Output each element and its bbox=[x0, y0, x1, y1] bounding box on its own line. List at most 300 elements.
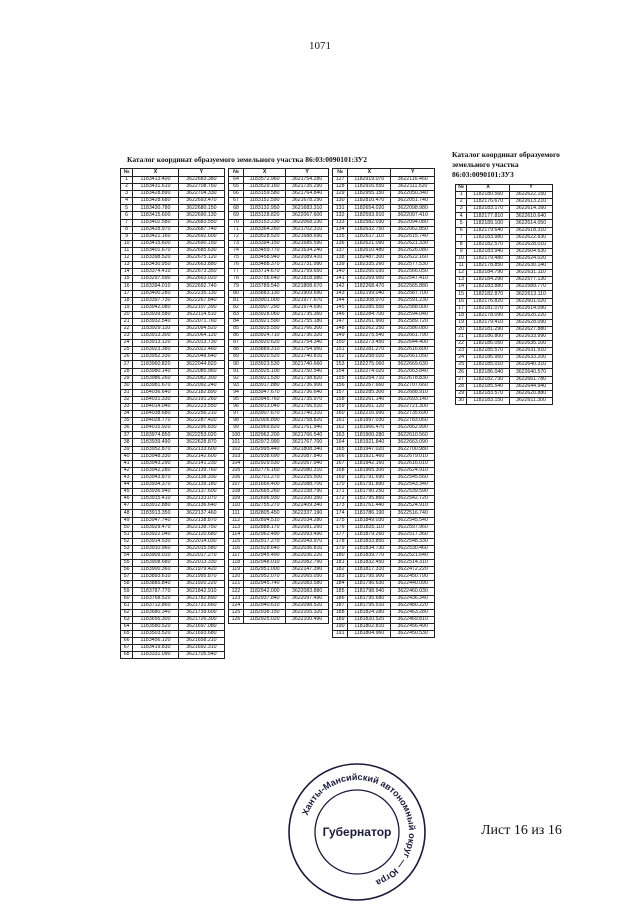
y-coordinate: 3622707.660 bbox=[391, 382, 435, 389]
y-coordinate: 3622601.020 bbox=[509, 298, 552, 305]
y-coordinate: 3621738.820 bbox=[286, 375, 329, 382]
header-num: № bbox=[121, 169, 133, 177]
y-coordinate: 3622565.880 bbox=[391, 283, 435, 290]
table-row bbox=[121, 439, 225, 446]
point-number: 165 bbox=[333, 446, 348, 453]
y-coordinate: 3622463.280 bbox=[391, 609, 435, 616]
point-number: 166 bbox=[333, 453, 348, 460]
x-coordinate: 1183920.620 bbox=[243, 340, 285, 347]
y-coordinate: 3622116.460 bbox=[391, 177, 435, 184]
y-coordinate: 3622044.820 bbox=[178, 361, 224, 368]
y-coordinate: 3622337.190 bbox=[286, 510, 329, 517]
table-row bbox=[333, 354, 435, 361]
point-number: 75 bbox=[229, 255, 244, 262]
point-number: 149 bbox=[333, 333, 348, 340]
x-coordinate: 1182178.850 bbox=[467, 263, 510, 270]
point-number: 128 bbox=[333, 184, 348, 191]
point-number: 164 bbox=[333, 439, 348, 446]
point-number: 24 bbox=[456, 355, 467, 362]
y-coordinate: 3622547.410 bbox=[391, 276, 435, 283]
y-coordinate: 3622610.640 bbox=[509, 213, 552, 220]
y-coordinate: 3622628.870 bbox=[178, 439, 224, 446]
point-number: 1 bbox=[121, 177, 133, 184]
x-coordinate: 1181666.400 bbox=[243, 482, 285, 489]
y-coordinate: 3622644.400 bbox=[391, 340, 435, 347]
y-coordinate: 3622111.520 bbox=[391, 184, 435, 191]
y-coordinate: 3621735.290 bbox=[286, 184, 329, 191]
y-coordinate: 3622450.530 bbox=[391, 631, 435, 638]
point-number: 23 bbox=[456, 348, 467, 355]
x-coordinate: 1183912.880 bbox=[133, 503, 179, 510]
point-number: 68 bbox=[229, 205, 244, 212]
x-coordinate: 1182177.810 bbox=[467, 213, 510, 220]
y-coordinate: 3622530.460 bbox=[391, 545, 435, 552]
x-coordinate: 1182610.480 bbox=[348, 247, 391, 254]
y-coordinate: 3622539.590 bbox=[391, 489, 435, 496]
x-coordinate: 1182755.270 bbox=[243, 503, 285, 510]
point-number: 55 bbox=[121, 560, 133, 567]
x-coordinate: 1183374.410 bbox=[133, 269, 179, 276]
x-coordinate: 1183925.100 bbox=[243, 368, 285, 375]
x-coordinate: 1183419.830 bbox=[133, 645, 179, 652]
x-coordinate: 1182925.020 bbox=[243, 616, 285, 623]
x-coordinate: 1181849.030 bbox=[348, 517, 391, 524]
x-coordinate: 1182582.030 bbox=[348, 219, 391, 226]
y-coordinate: 3622460.030 bbox=[391, 588, 435, 595]
point-number: 70 bbox=[229, 219, 244, 226]
x-coordinate: 1182199.040 bbox=[348, 290, 391, 297]
y-coordinate: 3622685.630 bbox=[178, 247, 224, 254]
table-row bbox=[333, 283, 435, 290]
point-number: 106 bbox=[229, 474, 244, 481]
y-coordinate: 3622137.460 bbox=[178, 510, 224, 517]
header-x: X bbox=[243, 169, 285, 177]
point-number: 95 bbox=[229, 396, 244, 403]
point-number: 51 bbox=[121, 531, 133, 538]
x-coordinate: 1181966.470 bbox=[348, 425, 391, 432]
point-number: 22 bbox=[121, 325, 133, 332]
y-coordinate: 3622080.310 bbox=[286, 467, 329, 474]
x-coordinate: 1182179.410 bbox=[467, 319, 510, 326]
point-number: 151 bbox=[333, 347, 348, 354]
table-row bbox=[229, 510, 329, 517]
table-row bbox=[229, 205, 329, 212]
x-coordinate: 1183924.710 bbox=[243, 333, 285, 340]
header-y: Y bbox=[178, 169, 224, 177]
x-coordinate: 1183917.880 bbox=[243, 382, 285, 389]
x-coordinate: 1183430.950 bbox=[133, 262, 179, 269]
x-coordinate: 1183913.350 bbox=[133, 510, 179, 517]
y-coordinate: 3621693.680 bbox=[178, 631, 224, 638]
x-coordinate: 1183907.670 bbox=[243, 411, 285, 418]
coordinates-table-3 bbox=[332, 168, 435, 638]
point-number: 87 bbox=[229, 340, 244, 347]
x-coordinate: 1184015.920 bbox=[133, 425, 179, 432]
table-row bbox=[229, 432, 329, 439]
x-coordinate: 1183529.160 bbox=[243, 184, 285, 191]
point-number: 76 bbox=[229, 262, 244, 269]
table-row bbox=[121, 588, 225, 595]
y-coordinate: 3622663.020 bbox=[178, 276, 224, 283]
y-coordinate: 3622640.570 bbox=[509, 369, 552, 376]
point-number: 112 bbox=[229, 517, 244, 524]
point-number: 8 bbox=[121, 226, 133, 233]
x-coordinate: 1182593.910 bbox=[348, 212, 391, 219]
y-coordinate: 3621842.910 bbox=[178, 588, 224, 595]
y-coordinate: 3622631.110 bbox=[509, 270, 552, 277]
point-number: 80 bbox=[229, 290, 244, 297]
y-coordinate: 3622624.020 bbox=[509, 255, 552, 262]
y-coordinate: 3621920.220 bbox=[178, 581, 224, 588]
point-number: 79 bbox=[229, 283, 244, 290]
point-number: 68 bbox=[121, 652, 133, 659]
x-coordinate: 1183400.280 bbox=[133, 290, 179, 297]
catalog-title-zu3: Каталог координат образуемого земельного участка 86:03:0090101:ЗУ3 bbox=[452, 150, 560, 179]
y-coordinate: 3622235.130 bbox=[178, 290, 224, 297]
x-coordinate: 1182183.940 bbox=[467, 248, 510, 255]
x-coordinate: 1182665.260 bbox=[243, 489, 285, 496]
x-coordinate: 1183947.670 bbox=[243, 389, 285, 396]
x-coordinate: 1181817.310 bbox=[348, 567, 391, 574]
x-coordinate: 1183981.670 bbox=[133, 382, 179, 389]
x-coordinate: 1183913.300 bbox=[133, 333, 179, 340]
x-coordinate: 1183459.770 bbox=[243, 247, 285, 254]
point-number: 19 bbox=[121, 304, 133, 311]
x-coordinate: 1183947.740 bbox=[133, 517, 179, 524]
x-coordinate: 1181965.300 bbox=[348, 467, 391, 474]
y-coordinate: 3622014.030 bbox=[178, 538, 224, 545]
y-coordinate: 3622577.130 bbox=[509, 277, 552, 284]
point-number: 67 bbox=[229, 198, 244, 205]
x-coordinate: 1182262.250 bbox=[348, 325, 391, 332]
coordinates-table-1 bbox=[120, 168, 225, 659]
y-coordinate: 3622693.470 bbox=[178, 198, 224, 205]
point-number: 155 bbox=[333, 375, 348, 382]
table-row bbox=[121, 581, 225, 588]
point-number: 84 bbox=[229, 318, 244, 325]
point-number: 25 bbox=[121, 347, 133, 354]
point-number: 96 bbox=[229, 404, 244, 411]
x-coordinate: 1183939.580 bbox=[133, 311, 179, 318]
y-coordinate: 3622663.090 bbox=[391, 439, 435, 446]
y-coordinate: 3622182.890 bbox=[178, 389, 224, 396]
x-coordinate: 1183923.380 bbox=[133, 347, 179, 354]
y-coordinate: 3622721.300 bbox=[391, 404, 435, 411]
point-number: 183 bbox=[333, 574, 348, 581]
x-coordinate: 1182265.030 bbox=[348, 269, 391, 276]
x-coordinate: 1182176.820 bbox=[467, 298, 510, 305]
y-coordinate: 3622253.020 bbox=[178, 432, 224, 439]
y-coordinate: 3622256.210 bbox=[178, 411, 224, 418]
point-number: 5 bbox=[121, 205, 133, 212]
x-coordinate: 1182261.900 bbox=[348, 318, 391, 325]
point-number: 59 bbox=[121, 588, 133, 595]
point-number: 190 bbox=[333, 623, 348, 630]
point-number: 125 bbox=[229, 609, 244, 616]
x-coordinate: 1182938.690 bbox=[243, 453, 285, 460]
x-coordinate: 1182894.510 bbox=[243, 517, 285, 524]
x-coordinate: 1183942.080 bbox=[133, 304, 179, 311]
x-coordinate: 1182273.450 bbox=[348, 340, 391, 347]
point-number: 77 bbox=[229, 269, 244, 276]
y-coordinate: 3622591.230 bbox=[391, 297, 435, 304]
point-number: 169 bbox=[333, 474, 348, 481]
y-coordinate: 3622783.060 bbox=[391, 418, 435, 425]
point-number: 144 bbox=[333, 297, 348, 304]
point-number: 94 bbox=[229, 389, 244, 396]
y-coordinate: 3622630.140 bbox=[509, 263, 552, 270]
x-coordinate: 1182948.010 bbox=[243, 560, 285, 567]
y-coordinate: 3622693.140 bbox=[391, 396, 435, 403]
y-coordinate: 3622082.790 bbox=[286, 560, 329, 567]
y-coordinate: 3622542.720 bbox=[391, 496, 435, 503]
table-row bbox=[333, 631, 435, 638]
point-number: 6 bbox=[456, 227, 467, 234]
table-row bbox=[333, 581, 435, 588]
x-coordinate: 1181820.520 bbox=[348, 616, 391, 623]
point-number: 18 bbox=[456, 312, 467, 319]
point-number: 24 bbox=[121, 340, 133, 347]
y-coordinate: 3622138.870 bbox=[178, 517, 224, 524]
x-coordinate: 1182617.110 bbox=[348, 233, 391, 240]
table-row bbox=[121, 361, 225, 368]
x-coordinate: 1181900.280 bbox=[348, 432, 391, 439]
y-coordinate: 3622136.640 bbox=[178, 503, 224, 510]
point-number: 90 bbox=[229, 361, 244, 368]
y-coordinate: 3622147.390 bbox=[286, 567, 329, 574]
coordinates-table-2 bbox=[228, 168, 329, 624]
y-coordinate: 3622013.730 bbox=[178, 340, 224, 347]
x-coordinate: 1184031.330 bbox=[133, 396, 179, 403]
point-number: 122 bbox=[229, 588, 244, 595]
y-coordinate: 3621808.670 bbox=[286, 283, 329, 290]
point-number: 114 bbox=[229, 531, 244, 538]
stamp-ring-text: Ханты-Мансийский автономный округ — Югра bbox=[300, 771, 418, 889]
y-coordinate: 3622097.490 bbox=[286, 595, 329, 602]
x-coordinate: 1183680.340 bbox=[133, 609, 179, 616]
x-coordinate: 1182183.150 bbox=[467, 397, 510, 404]
x-coordinate: 1183952.870 bbox=[133, 446, 179, 453]
y-coordinate: 3621740.660 bbox=[286, 361, 329, 368]
y-coordinate: 3621979.420 bbox=[178, 567, 224, 574]
x-coordinate: 1181835.110 bbox=[348, 524, 391, 531]
y-coordinate: 3622663.840 bbox=[391, 368, 435, 375]
x-coordinate: 1182487.300 bbox=[348, 255, 391, 262]
catalog-title-zu2: Каталог координат образуемого земельного участка 86:03:0090101:ЗУ2 bbox=[127, 155, 368, 164]
x-coordinate: 1182182.570 bbox=[467, 241, 510, 248]
x-coordinate: 1183909.010 bbox=[133, 552, 179, 559]
point-number: 116 bbox=[229, 545, 244, 552]
x-coordinate: 1182185.570 bbox=[467, 348, 510, 355]
y-coordinate: 3622673.350 bbox=[178, 269, 224, 276]
table-row bbox=[456, 213, 553, 220]
x-coordinate: 1181804.960 bbox=[348, 631, 391, 638]
point-number: 184 bbox=[333, 581, 348, 588]
x-coordinate: 1182308.070 bbox=[348, 297, 391, 304]
x-coordinate: 1183942.280 bbox=[133, 467, 179, 474]
x-coordinate: 1182216.990 bbox=[348, 411, 391, 418]
x-coordinate: 1183128.820 bbox=[243, 212, 285, 219]
y-coordinate: 3621759.650 bbox=[286, 269, 329, 276]
x-coordinate: 1183712.860 bbox=[133, 602, 179, 609]
x-coordinate: 1184014.040 bbox=[133, 404, 179, 411]
point-number: 64 bbox=[121, 623, 133, 630]
point-number: 143 bbox=[333, 290, 348, 297]
point-number: 10 bbox=[456, 255, 467, 262]
x-coordinate: 1182182.870 bbox=[467, 291, 510, 298]
x-coordinate: 1182696.930 bbox=[243, 496, 285, 503]
table-row bbox=[121, 510, 225, 517]
x-coordinate: 1181796.630 bbox=[348, 581, 391, 588]
point-number: 159 bbox=[333, 404, 348, 411]
y-coordinate: 3622679.010 bbox=[391, 453, 435, 460]
x-coordinate: 1183428.680 bbox=[133, 198, 179, 205]
table-row bbox=[456, 397, 553, 404]
point-number: 81 bbox=[229, 297, 244, 304]
point-number: 67 bbox=[121, 645, 133, 652]
point-number: 65 bbox=[121, 631, 133, 638]
x-coordinate: 1182274.020 bbox=[348, 368, 391, 375]
y-coordinate: 3622633.990 bbox=[509, 333, 552, 340]
point-number: 4 bbox=[456, 213, 467, 220]
y-coordinate: 3622098.520 bbox=[286, 602, 329, 609]
x-coordinate: 1183913.040 bbox=[243, 404, 285, 411]
header-y: Y bbox=[286, 169, 329, 177]
point-number: 91 bbox=[229, 368, 244, 375]
point-number: 10 bbox=[121, 240, 133, 247]
y-coordinate: 3621977.670 bbox=[286, 297, 329, 304]
y-coordinate: 3622613.110 bbox=[509, 291, 552, 298]
x-coordinate: 1181790.250 bbox=[348, 489, 391, 496]
y-coordinate: 3622517.360 bbox=[391, 531, 435, 538]
point-number: 119 bbox=[229, 567, 244, 574]
x-coordinate: 1183925.550 bbox=[243, 325, 285, 332]
point-number: 177 bbox=[333, 531, 348, 538]
x-coordinate: 1183945.760 bbox=[243, 396, 285, 403]
point-number: 61 bbox=[121, 602, 133, 609]
point-number: 3 bbox=[121, 191, 133, 198]
x-coordinate: 1182185.010 bbox=[467, 362, 510, 369]
x-coordinate: 1183889.310 bbox=[243, 347, 285, 354]
point-number: 2 bbox=[121, 184, 133, 191]
x-coordinate: 1182180.560 bbox=[467, 192, 510, 199]
point-number: 110 bbox=[229, 503, 244, 510]
point-number: 35 bbox=[121, 418, 133, 425]
point-number: 4 bbox=[121, 198, 133, 205]
y-coordinate: 3622409.340 bbox=[286, 503, 329, 510]
y-coordinate: 3622545.540 bbox=[391, 517, 435, 524]
y-coordinate: 3622663.880 bbox=[178, 262, 224, 269]
y-coordinate: 3621739.600 bbox=[178, 609, 224, 616]
table-row bbox=[121, 425, 225, 432]
x-coordinate: 1182995.440 bbox=[243, 446, 285, 453]
point-number: 137 bbox=[333, 247, 348, 254]
y-coordinate: 3622051.740 bbox=[391, 198, 435, 205]
y-coordinate: 3621995.870 bbox=[178, 574, 224, 581]
x-coordinate: 1181791.890 bbox=[348, 482, 391, 489]
point-number: 135 bbox=[333, 233, 348, 240]
header-num: № bbox=[229, 169, 244, 177]
x-coordinate: 1182178.090 bbox=[467, 312, 510, 319]
x-coordinate: 1182701.270 bbox=[243, 474, 285, 481]
point-number: 15 bbox=[121, 276, 133, 283]
governor-seal-stamp bbox=[282, 760, 432, 905]
point-number: 25 bbox=[456, 362, 467, 369]
y-coordinate: 3622577.530 bbox=[391, 262, 435, 269]
table-row bbox=[333, 205, 435, 212]
y-coordinate: 3622640.310 bbox=[509, 362, 552, 369]
x-coordinate: 1182281.270 bbox=[348, 347, 391, 354]
table-row bbox=[121, 652, 225, 659]
y-coordinate: 3622450.790 bbox=[391, 574, 435, 581]
point-number: 181 bbox=[333, 560, 348, 567]
table-row bbox=[229, 354, 329, 361]
y-coordinate: 3622514.310 bbox=[391, 560, 435, 567]
y-coordinate: 3621735.360 bbox=[286, 311, 329, 318]
point-number: 141 bbox=[333, 276, 348, 283]
y-coordinate: 3622138.750 bbox=[178, 524, 224, 531]
point-number: 14 bbox=[456, 284, 467, 291]
point-number: 191 bbox=[333, 631, 348, 638]
y-coordinate: 3621754.280 bbox=[286, 177, 329, 184]
x-coordinate: 1182945.490 bbox=[243, 552, 285, 559]
point-number: 28 bbox=[121, 368, 133, 375]
x-coordinate: 1183656.300 bbox=[133, 616, 179, 623]
point-number: 39 bbox=[121, 446, 133, 453]
x-coordinate: 1183297.590 bbox=[133, 276, 179, 283]
point-number: 58 bbox=[121, 581, 133, 588]
point-number: 146 bbox=[333, 311, 348, 318]
y-coordinate: 3622100.490 bbox=[286, 616, 329, 623]
y-coordinate: 3622088.700 bbox=[286, 482, 329, 489]
x-coordinate: 1181795.510 bbox=[348, 602, 391, 609]
point-number: 173 bbox=[333, 503, 348, 510]
x-coordinate: 1182928.640 bbox=[243, 545, 285, 552]
y-coordinate: 3622071.760 bbox=[178, 318, 224, 325]
y-coordinate: 3622700.980 bbox=[391, 446, 435, 453]
y-coordinate: 3622097.410 bbox=[391, 212, 435, 219]
y-coordinate: 3622036.810 bbox=[286, 545, 329, 552]
x-coordinate: 1183901.000 bbox=[243, 297, 285, 304]
x-coordinate: 1183883.130 bbox=[243, 290, 285, 297]
header-y: Y bbox=[391, 169, 435, 177]
y-coordinate: 3622704.330 bbox=[178, 191, 224, 198]
y-coordinate: 3622521.640 bbox=[391, 552, 435, 559]
x-coordinate: 1183893.610 bbox=[133, 574, 179, 581]
y-coordinate: 3622622.830 bbox=[509, 234, 552, 241]
y-coordinate: 3622683.380 bbox=[178, 177, 224, 184]
y-coordinate: 3622255.500 bbox=[286, 474, 329, 481]
y-coordinate: 3622589.770 bbox=[509, 284, 552, 291]
y-coordinate: 3621758.820 bbox=[286, 418, 329, 425]
y-coordinate: 3622589.720 bbox=[391, 318, 435, 325]
point-number: 37 bbox=[121, 432, 133, 439]
y-coordinate: 3622675.120 bbox=[178, 255, 224, 262]
x-coordinate: 1182183.980 bbox=[467, 234, 510, 241]
table-row bbox=[121, 354, 225, 361]
point-number: 132 bbox=[333, 212, 348, 219]
point-number: 108 bbox=[229, 489, 244, 496]
x-coordinate: 1182654.020 bbox=[348, 205, 391, 212]
point-number: 21 bbox=[456, 333, 467, 340]
y-coordinate: 3621735.970 bbox=[286, 396, 329, 403]
x-coordinate: 1183910.960 bbox=[133, 545, 179, 552]
y-coordinate: 3622610.560 bbox=[391, 432, 435, 439]
point-number: 60 bbox=[121, 595, 133, 602]
point-number: 53 bbox=[121, 545, 133, 552]
point-number: 124 bbox=[229, 602, 244, 609]
y-coordinate: 3622669.630 bbox=[391, 361, 435, 368]
